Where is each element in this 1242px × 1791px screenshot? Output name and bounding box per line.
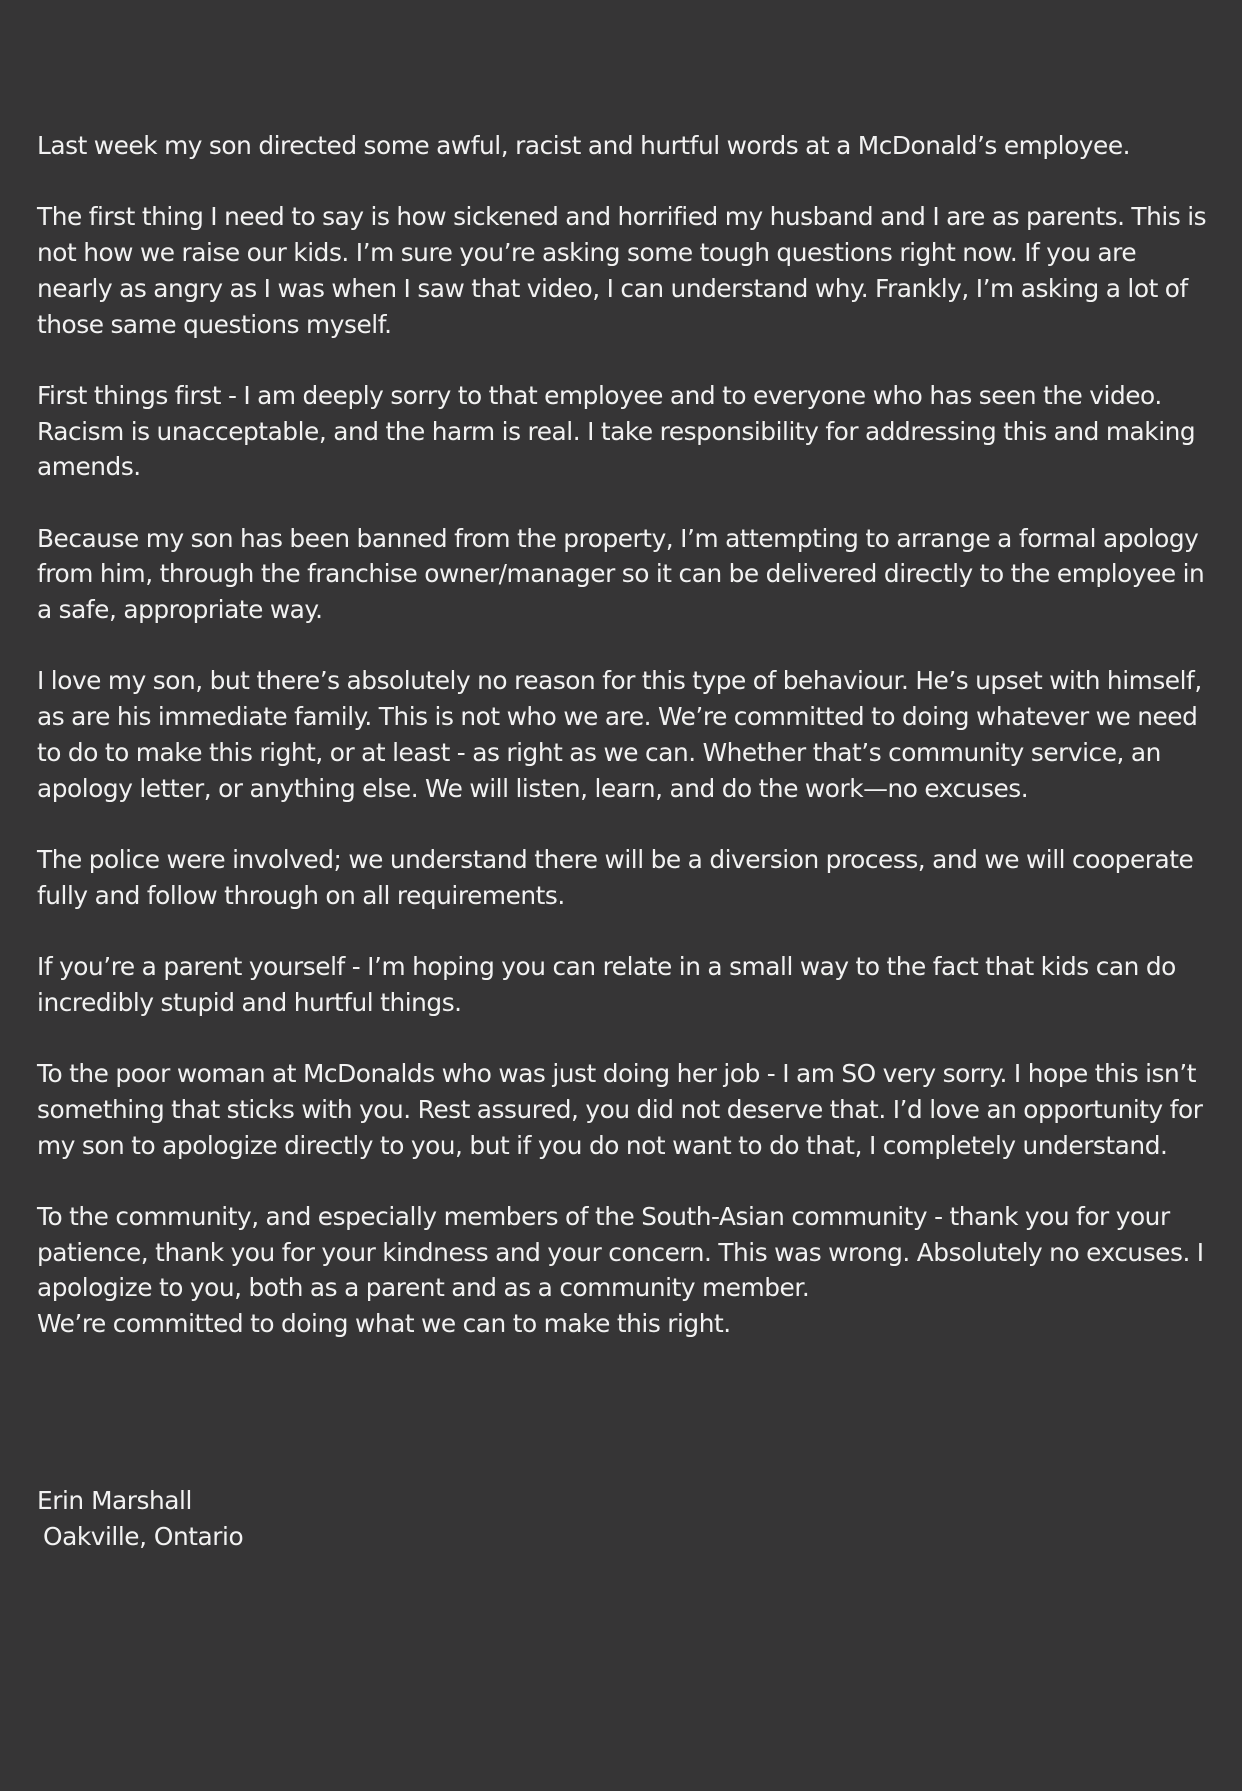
letter-paragraph: Last week my son directed some awful, racist and hurtful words at a McDonald’s employee.: [37, 131, 1131, 160]
letter-paragraph: To the community, and especially members of the South-Asian community - thank you for your patience, thank you for your kindness and your concern. This was wrong. Absolutely no excuses. I apologize to you, both as a parent and as a community member. We’re committed to doing what we can to make this right.: [37, 1201, 1204, 1339]
letter-paragraph: If you’re a parent yourself - I’m hoping you can relate in a small way to the fact that kids can do incredibly stupid and hurtful things.: [37, 952, 1176, 1017]
signature-location: Oakville, Ontario: [43, 1521, 244, 1551]
letter-body: [37, 128, 1217, 1377]
letter-paragraph: Because my son has been banned from the property, I’m attempting to arrange a formal apology from him, through the franchise owner/manager so it can be delivered directly to the employee in a safe, appropriate way.: [37, 523, 1205, 625]
letter-paragraph: I love my son, but there’s absolutely no reason for this type of behaviour. He’s upset with himself, as are his immediate family. This is not who we are. We’re committed to doing whatever we need to do to make this right, or at least - as right as we can. Whether that’s community service, an apology letter, or anything else. We will listen, learn, and do the work—no excuses.: [37, 666, 1202, 803]
letter-paragraph: The police were involved; we understand there will be a diversion process, and we will cooperate fully and follow through on all requirements.: [37, 844, 1194, 910]
signature-block: [37, 1483, 243, 1554]
letter-paragraph: First things first - I am deeply sorry to that employee and to everyone who has seen the video. Racism is unacceptable, and the harm is real. I take responsibility for addressing this and making amends.: [37, 380, 1196, 482]
letter-paragraph: To the poor woman at McDonalds who was just doing her job - I am SO very sorry. I hope this isn’t something that sticks with you. Rest assured, you did not deserve that. I’d love an opportunity for my son to apologize directly to you, but if you do not want to do that, I completely understand.: [37, 1059, 1203, 1160]
signature-name: Erin Marshall: [37, 1486, 192, 1515]
letter-paragraph: The first thing I need to say is how sickened and horrified my husband and I are as parents. This is not how we raise our kids. I’m sure you’re asking some tough questions right now. If you are nearly as angry as I was when I saw that video, I can understand why. Frankly, I’m asking a lot of those same questions myself.: [37, 202, 1207, 339]
